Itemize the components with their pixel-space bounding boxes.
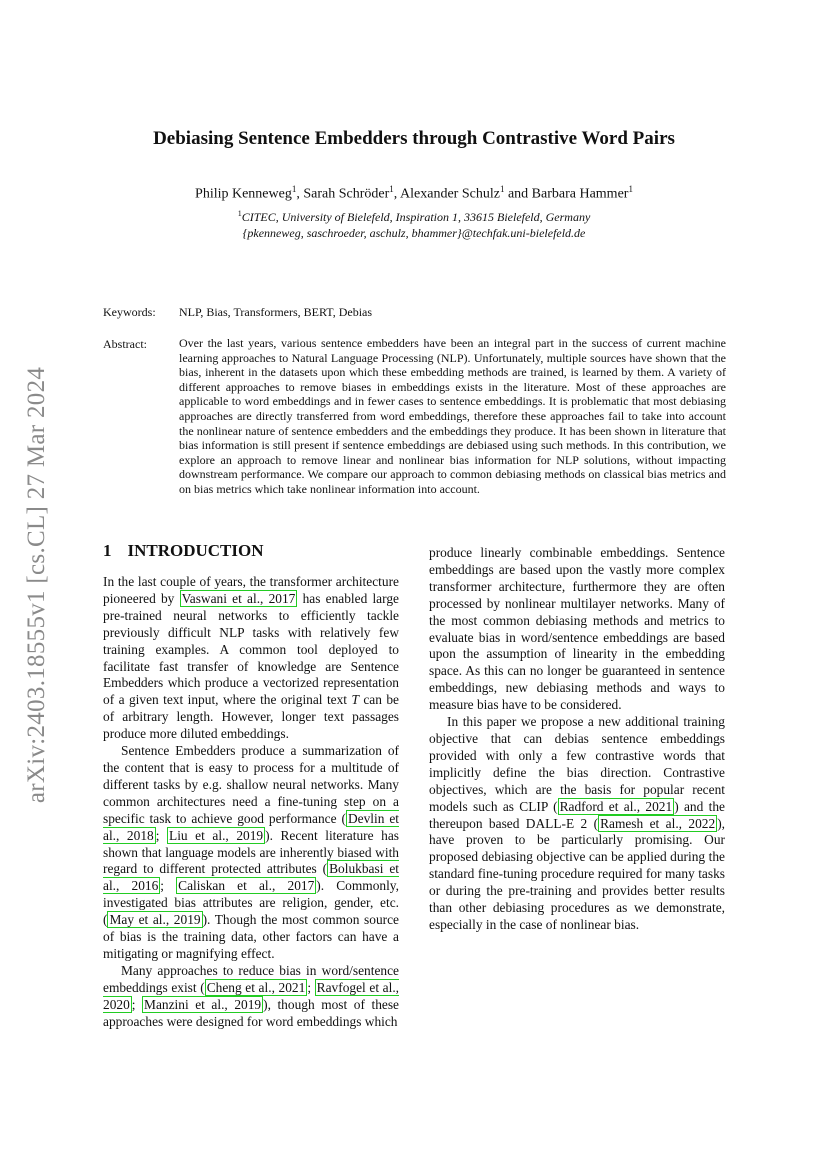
affiliation-marker: 1 [237, 209, 242, 218]
body-text: In this paper we propose a new additional training objective that can debias sentence embeddings provided with only a few contrastive words that implicitly define the bias direction. Contrastive objectives, which are the basis for popular recent models such as CLIP ( [429, 714, 725, 814]
author-affiliation-marker: 1 [499, 184, 505, 194]
body-text: produce linearly combinable embeddings. Sentence embeddings are based upon the vastly more complex transformer architecture, furthermore they are often processed by nonlinear multilayer networks. Many of the most common debiasing methods and metrics to evaluate bias in word/sentence embeddings are based upon the assumption of linearity in the embedding space. As this can no longer be guaranteed in sentence embeddings, new debiasing methods and ways to measure bias have to be considered. [429, 545, 725, 713]
citation-link[interactable]: Radford et al., 2021 [559, 798, 673, 814]
affiliation-text: CITEC, University of Bielefeld, Inspiration 1, 33615 Bielefeld, Germany [241, 210, 591, 224]
body-paragraph [103, 574, 399, 743]
left-column [103, 574, 399, 1030]
body-text: In the last couple of years, the transformer architecture pioneered by [103, 574, 399, 606]
citation-link[interactable]: Devlin et al., 2018 [103, 810, 399, 843]
body-paragraph [429, 714, 725, 934]
body-paragraph [103, 963, 399, 1031]
body-text: ). Commonly, investigated bias attributes are religion, gender, etc. ( [103, 878, 399, 928]
author-name: Alexander Schulz [400, 186, 500, 202]
author-emails: {pkenneweg, saschroeder, aschulz, bhammer}@techfak.uni-bielefeld.de [242, 226, 586, 240]
body-text: has enabled large pre-trained neural networks to efficiently tackle previously difficult NLP tasks with relatively few training examples. A common tool deployed to facilitate fast transfer of knowledge are Sentence Embedders which produce a vectorized representation of a given text input, where the original text [103, 590, 399, 708]
author-list: Philip Kenneweg$^1$, Sarah Schröder$^1$, Alexander Schulz$^1$ and Barbara Hammer$^1$ [195, 184, 633, 202]
affiliation-block [0, 206, 828, 241]
body-text: ; [160, 878, 177, 894]
keywords-label: Keywords: [103, 305, 156, 319]
section-title: INTRODUCTION [127, 541, 264, 560]
body-text: can be of arbitrary length. However, longer text passages produce more diluted embeddings. [103, 692, 399, 742]
citation-link[interactable]: Bolukbasi et al., 2016 [103, 861, 399, 894]
right-column [429, 545, 725, 934]
author-name: Barbara Hammer [531, 186, 629, 202]
author-affiliation-marker: 1 [389, 184, 394, 194]
body-paragraph [103, 743, 399, 963]
body-text: ). Recent literature has shown that language models are inherently biased with regard to different protected attributes ( [103, 827, 399, 877]
arxiv-sidebar [12, 360, 62, 810]
section-number: 1 [103, 541, 112, 560]
keywords-text: NLP, Bias, Transformers, BERT, Debias [179, 305, 373, 319]
arxiv-identifier: arXiv:2403.18555v1 [cs.CL] 27 Mar 2024 [23, 366, 50, 804]
body-text: Many approaches to reduce bias in word/sentence embeddings exist ( [103, 962, 399, 995]
citation-link[interactable]: Liu et al., 2019 [169, 827, 264, 843]
abstract-text: Over the last years, various sentence embedders have been an integral part in the success of current machine learning approaches to Natural Language Processing (NLP). Unfortunately, multiple sources have shown that the bias, inherent in the datasets upon which these embedding methods are trained, is learned by them. A variety of different approaches to remove biases in embeddings exists in the literature. Most of these approaches are applicable to word embeddings and in fewer cases to sentence embeddings. It is problematic that most debiasing approaches are directly transferred from word embeddings, therefore these approaches fail to take into account the nonlinear nature of sentence embedders and the embeddings they produce. It has been shown in literature that bias information is still present if sentence embeddings are debiased using such methods. In this contribution, we explore an approach to remove linear and nonlinear bias information for NLP solutions, without impacting downstream performance. We compare our approach to common debiasing methods on classical bias metrics and on bias metrics which take nonlinear information into account. [179, 336, 726, 496]
citation-link[interactable]: Ravfogel et al., 2020 [103, 979, 400, 1012]
author-affiliation-marker: 1 [291, 184, 297, 194]
citation-link[interactable]: May et al., 2019 [109, 912, 201, 928]
abstract-label: Abstract: [103, 337, 147, 351]
body-paragraph [429, 545, 725, 714]
author-name: Philip Kenneweg [195, 186, 292, 202]
citation-link[interactable]: Cheng et al., 2021 [206, 979, 306, 995]
author-name: Sarah Schröder [303, 186, 390, 202]
body-text: ). Though the most common source of bias is the training data, other factors can have a mitigating or magnifying effect. [103, 912, 399, 961]
body-text: ; [131, 996, 143, 1012]
section-heading [103, 541, 264, 561]
body-text: ), though most of these approaches were designed for word embeddings which [103, 996, 399, 1029]
body-text: ) and the thereupon based DALL-E 2 ( [429, 798, 725, 831]
body-text: ; [307, 979, 315, 995]
body-text: Sentence Embedders produce a summarization of the content that is easy to process for a multitude of different tasks by e.g. shallow neural networks. Many common architectures need a fine-tuning step on a specific task to achieve good performance ( [103, 743, 399, 826]
citation-link[interactable]: Ramesh et al., 2022 [600, 815, 716, 831]
citation-link[interactable]: Vaswani et al., 2017 [181, 590, 296, 606]
body-text: ; [155, 827, 168, 843]
citation-link[interactable]: Caliskan et al., 2017 [178, 878, 315, 894]
citation-link[interactable]: Manzini et al., 2019 [144, 996, 262, 1012]
paper-title: Debiasing Sentence Embedders through Contrastive Word Pairs [153, 128, 675, 149]
author-affiliation-marker: 1 [628, 184, 633, 194]
body-text: T [351, 692, 359, 708]
body-text: ), have proven to be particularly promising. Our proposed debiasing objective can be applied during the standard fine-tuning procedure required for many tasks or during the pre-training and provides better results than other debiasing procedures as we demonstrate, especially in the case of nonlinear bias. [429, 815, 725, 932]
affiliation-line [0, 206, 828, 225]
